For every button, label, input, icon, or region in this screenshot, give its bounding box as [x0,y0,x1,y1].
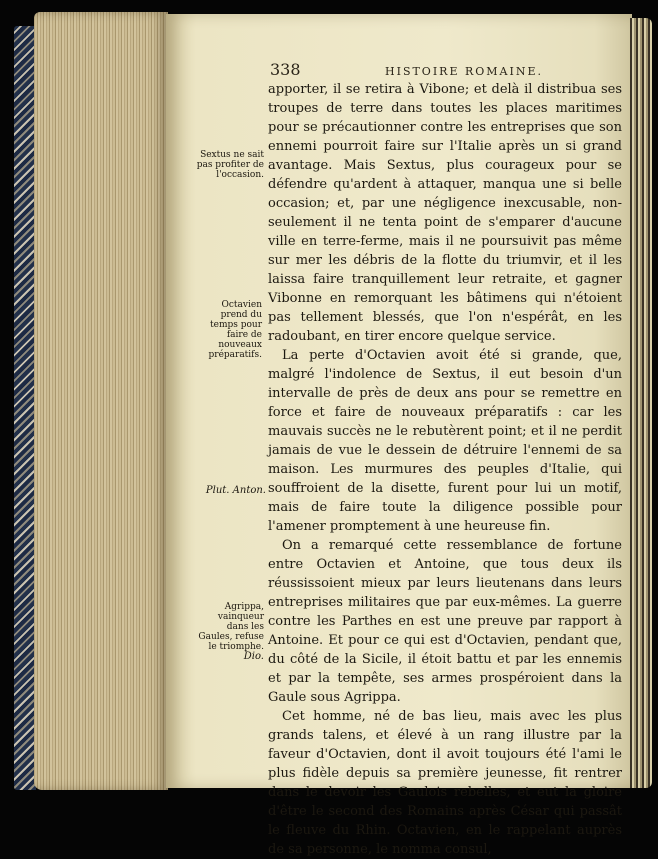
page-number: 338 [270,60,301,79]
marbled-cover-edge [14,26,36,790]
margin-note-agrippa [196,602,264,662]
running-title: HISTOIRE ROMAINE. [385,65,543,78]
margin-note-dio: Dio. [243,651,264,662]
paragraph: Cet homme, né de bas lieu, mais avec les plus grands talens, et élevé à un rang illustre par la faveur d'Octavien, dont il avoit toujours été l'ami le plus fidèle depuis sa première jeunesse, fit rentrer dans le devoir les Gaulois rebelles, et eut la gloire d'être le second des Romains après César qui passât le fleuve du Rhin. Octavien, en le rappelant auprès de sa personne, le nomma consul, [268,709,622,857]
margin-note-plutarch: Plut. Anton. [205,485,266,496]
paragraph: On a remarqué cette ressemblance de fortune entre Octavien et Antoine, que tous deux ils réussissoient mieux par leurs lieutenans dans leurs entreprises militaires que par eux-mêmes. La guerre contre les Parthes en est une preuve par rapport à Antoine. Et pour ce qui est d'Octavien, pendant que, du côté de la Sicile, il étoit battu et par les ennemis et par la tempête, ses armes prospéroient dans la Gaule sous Agrippa. [268,538,622,705]
page-block-edge [34,12,168,790]
right-page-edge [630,18,652,788]
margin-note-agrippa-text: Agrippa, vainqueur dans les Gaules, refuse le triomphe. [198,602,264,652]
paragraph: La perte d'Octavien avoit été si grande, que, malgré l'indolence de Sextus, il eut besoin d'un intervalle de près de deux ans pour se remettre en force et faire de nouveaux préparatifs : car les mauvais succès ne le rebutèrent point; et il ne perdit jamais de vue le dessein de détruire l'ennemi de sa maison. Les murmures des peuples d'Italie, qui souffroient de la disette, furent pour lui un motif, mais de faire toute la diligence possible pour l'amener promptement à une heureuse fin. [268,348,622,534]
margin-note-octavien: Octavien prend du temps pour faire de nouveaux préparatifs. [208,300,262,360]
body-text [268,80,622,859]
margin-note-sextus: Sextus ne sait pas profiter de l'occasion. [196,150,264,180]
paragraph: apporter, il se retira à Vibone; et delà il distribua ses troupes de terre dans toutes les places maritimes pour se précautionner contre les entreprises que son ennemi pourroit faire sur l'Italie après un si grand avantage. Mais Sextus, plus courageux pour se défendre qu'ardent à attaquer, manqua une si belle occasion; et, par une négligence inexcusable, non-seulement il ne tenta point de s'emparer d'aucune ville en terre-ferme, mais il ne poursuivit pas même sur mer les débris de la flotte du triumvir, et il les laissa faire tranquillement leur retraite, et gagner Vibonne en remorquant les bâtimens qui n'étoient pas tellement blessés, que l'on n'espérât, en les radoubant, en tirer encore quelque service. [268,82,622,344]
